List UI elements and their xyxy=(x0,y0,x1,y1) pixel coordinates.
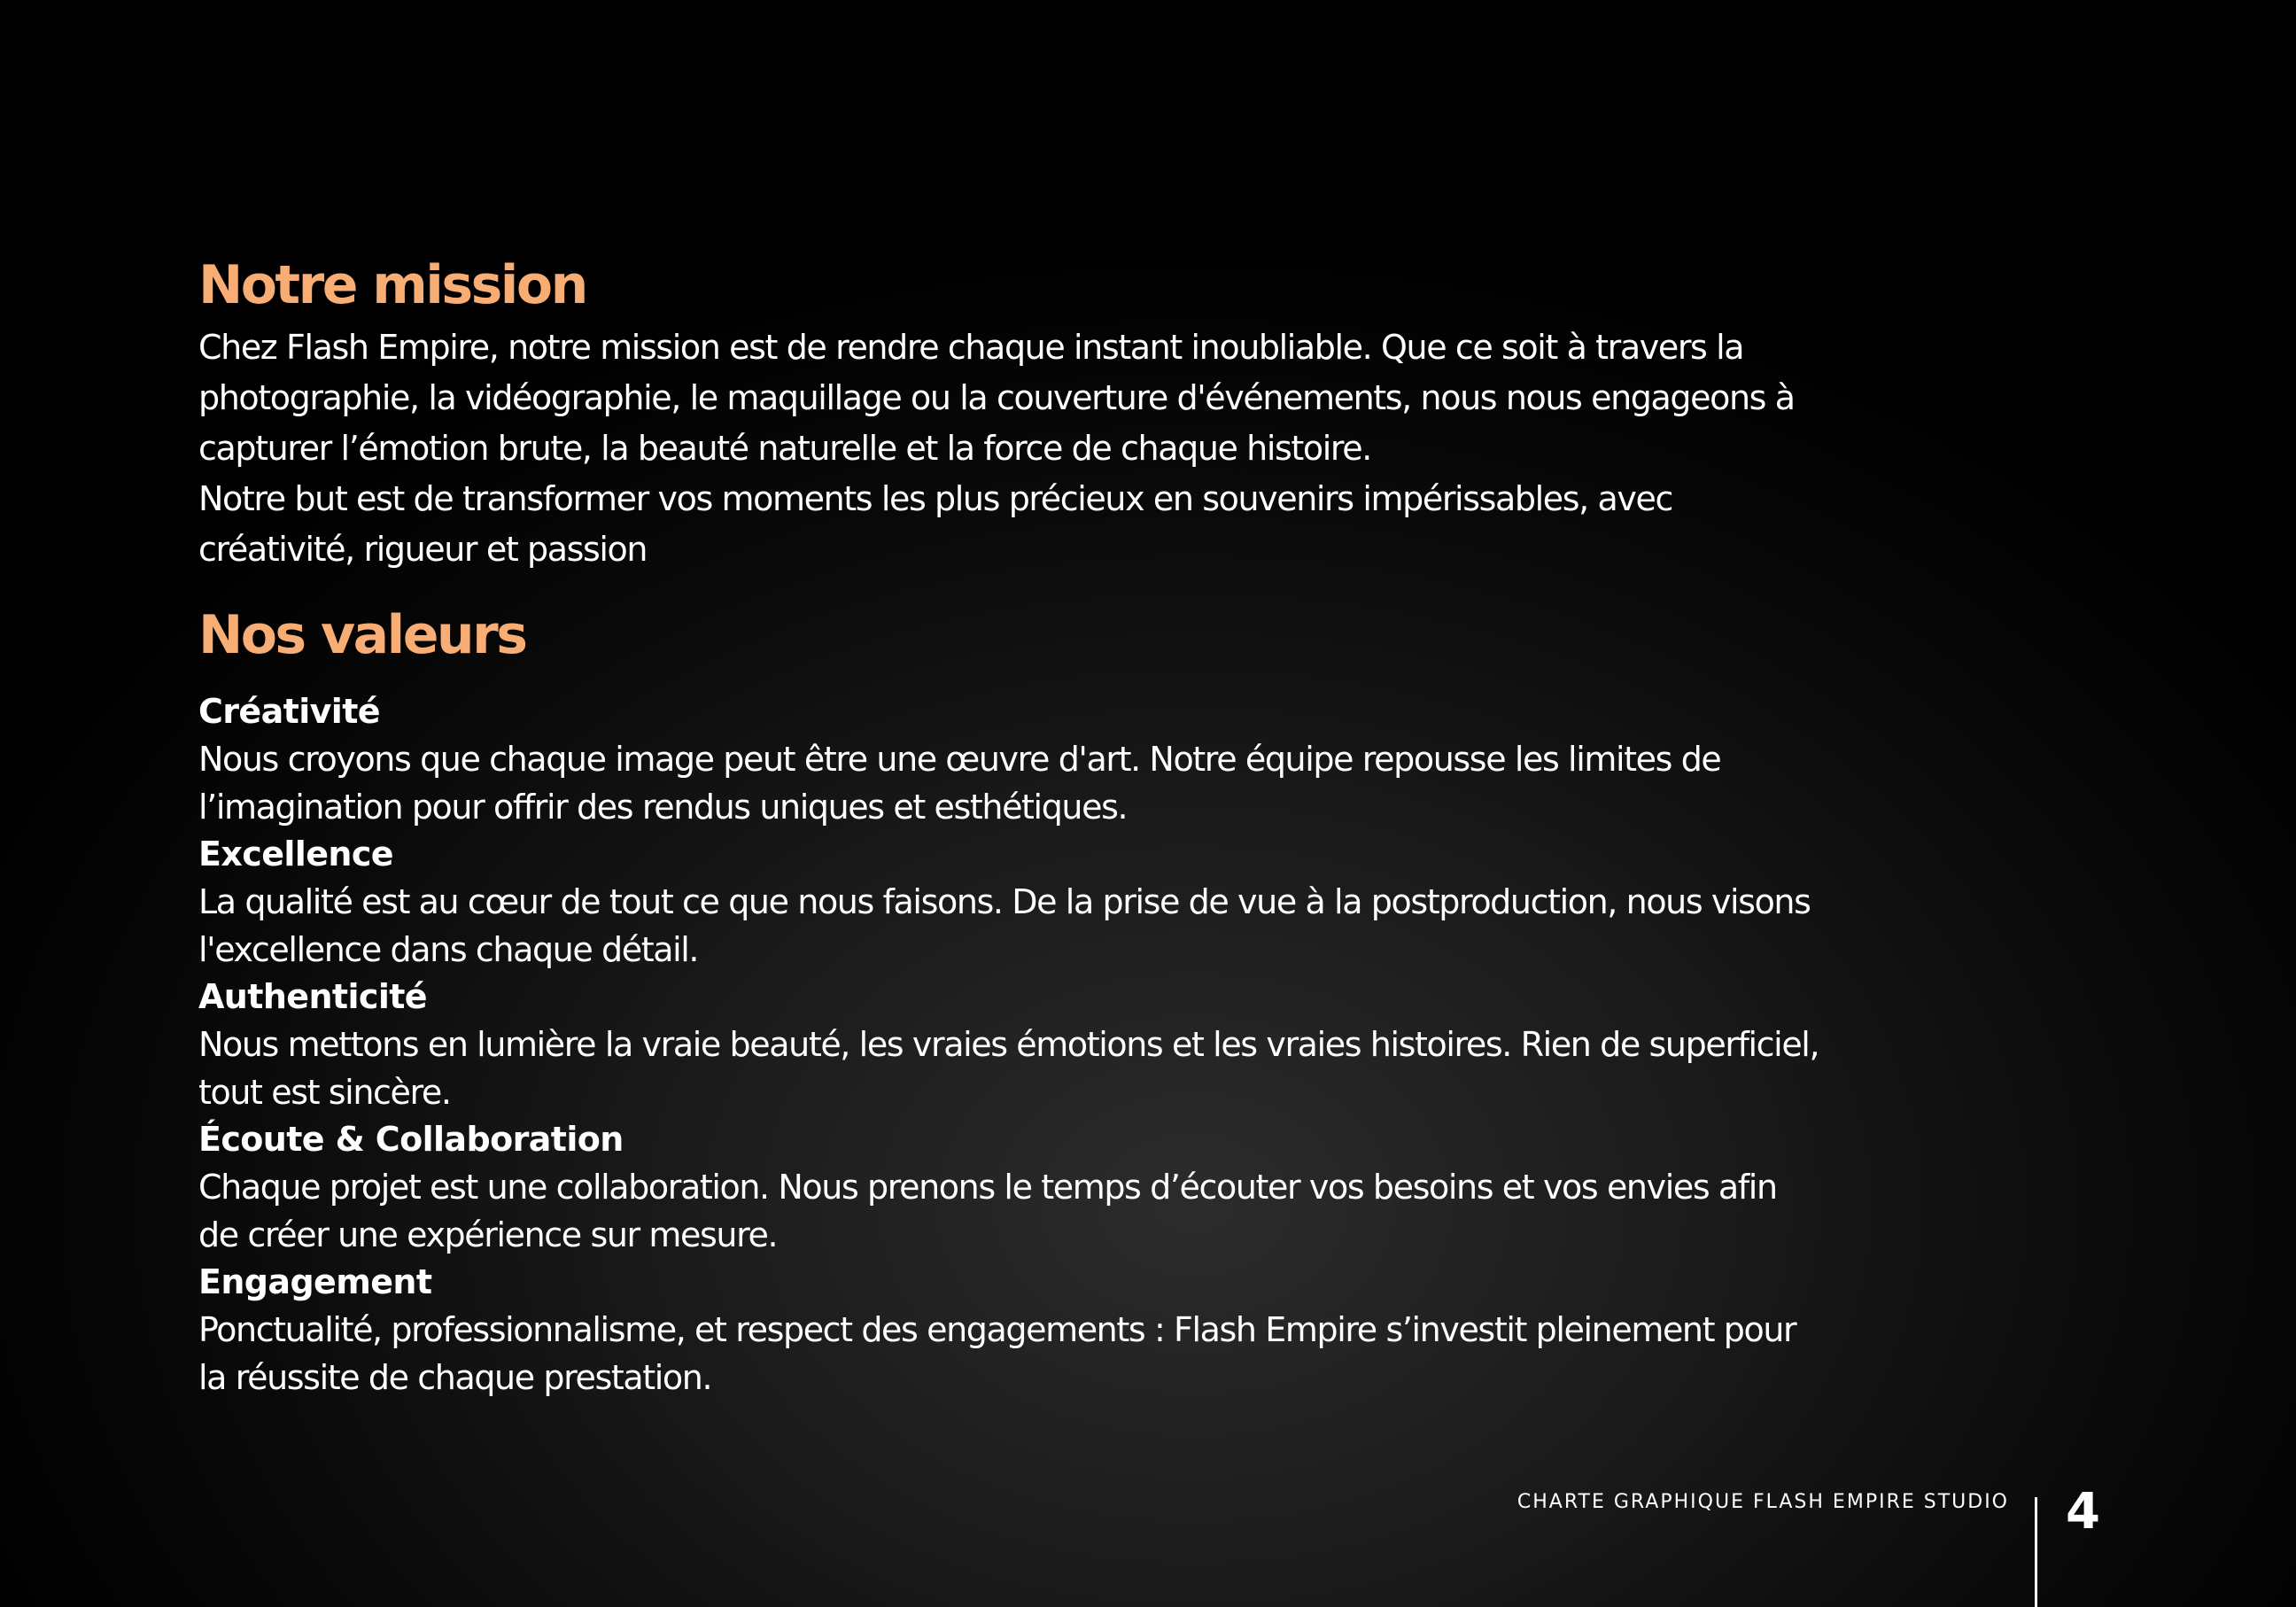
mission-line: Notre but est de transformer vos moments les plus précieux en souvenirs impérissables, avec xyxy=(198,479,1672,518)
value-item-authenticite xyxy=(198,974,2129,1116)
values-heading: Nos valeurs xyxy=(198,604,526,666)
mission-section xyxy=(198,248,2129,575)
value-title: Écoute & Collaboration xyxy=(198,1120,624,1159)
mission-line: photographie, la vidéographie, le maquillage ou la couverture d'événements, nous nous engageons à xyxy=(198,378,1795,417)
value-line: l’imagination pour offrir des rendus uniques et esthétiques. xyxy=(198,788,1128,827)
value-line: l'excellence dans chaque détail. xyxy=(198,930,699,969)
main-content xyxy=(198,248,2129,1401)
value-line: la réussite de chaque prestation. xyxy=(198,1358,712,1397)
value-line: Nous mettons en lumière la vraie beauté, les vraies émotions et les vraies histoires. Rien de superficiel, xyxy=(198,1025,1819,1064)
mission-line: créativité, rigueur et passion xyxy=(198,530,648,569)
value-line: Chaque projet est une collaboration. Nous prenons le temps d’écouter vos besoins et vos envies afin xyxy=(198,1168,1777,1207)
mission-heading: Notre mission xyxy=(198,254,586,316)
footer-divider xyxy=(2035,1497,2037,1607)
mission-paragraph xyxy=(198,322,2129,575)
value-item-ecoute-collaboration xyxy=(198,1116,2129,1259)
value-title: Authenticité xyxy=(198,977,427,1016)
value-line: La qualité est au cœur de tout ce que nous faisons. De la prise de vue à la postproduction, nous visons xyxy=(198,882,1811,921)
values-section xyxy=(198,598,2129,1401)
value-description xyxy=(198,878,2129,974)
value-description xyxy=(198,1306,2129,1401)
page-number: 4 xyxy=(2066,1483,2100,1541)
footer-label: CHARTE GRAPHIQUE FLASH EMPIRE STUDIO xyxy=(1516,1491,2009,1513)
value-line: Nous croyons que chaque image peut être une œuvre d'art. Notre équipe repousse les limites de xyxy=(198,740,1721,779)
value-line: Ponctualité, professionnalisme, et respect des engagements : Flash Empire s’investit pleinement pour xyxy=(198,1310,1796,1349)
value-description xyxy=(198,735,2129,831)
value-item-creativite xyxy=(198,688,2129,831)
value-description xyxy=(198,1163,2129,1259)
values-list xyxy=(198,688,2129,1401)
value-line: tout est sincère. xyxy=(198,1073,451,1112)
mission-line: capturer l’émotion brute, la beauté naturelle et la force de chaque histoire. xyxy=(198,429,1371,468)
value-title: Créativité xyxy=(198,692,380,731)
mission-line: Chez Flash Empire, notre mission est de rendre chaque instant inoubliable. Que ce soit à travers la xyxy=(198,328,1744,367)
value-description xyxy=(198,1021,2129,1116)
value-item-excellence xyxy=(198,831,2129,974)
value-title: Engagement xyxy=(198,1262,432,1301)
value-item-engagement xyxy=(198,1259,2129,1401)
value-title: Excellence xyxy=(198,835,393,873)
value-line: de créer une expérience sur mesure. xyxy=(198,1215,778,1254)
